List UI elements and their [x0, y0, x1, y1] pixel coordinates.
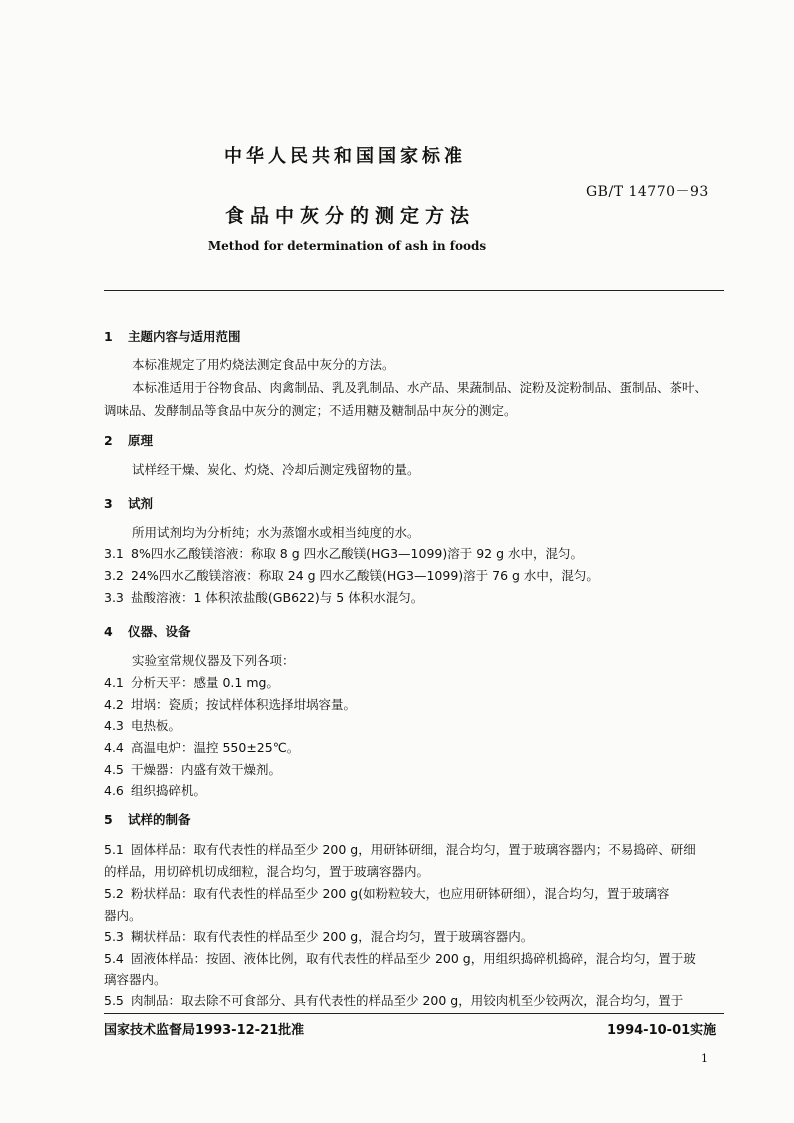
item-number: 5.2 — [104, 886, 124, 901]
section-number: 2 — [104, 433, 113, 448]
document-title: 食品中灰分的测定方法 — [224, 205, 475, 227]
section-number: 1 — [104, 329, 113, 344]
section-4-paragraph: 实验室常规仪器及下列各项： — [132, 653, 295, 668]
section-5-heading — [104, 810, 191, 828]
item-number: 3.1 — [104, 546, 124, 561]
section-title: 试剂 — [128, 496, 154, 511]
list-item — [104, 673, 279, 691]
item-number: 4.4 — [104, 740, 124, 755]
list-item — [104, 760, 281, 778]
section-1-paragraph-2: 本标准适用于谷物食品、肉禽制品、乳及乳制品、水产品、果蔬制品、淀粉及淀粉制品、蛋制品、茶叶、 — [132, 380, 708, 395]
item-text: 肉制品：取去除不可食部分、具有代表性的样品至少 200 g，用铰肉机至少铰两次，混合均匀，置于 — [131, 993, 684, 1008]
section-number: 5 — [104, 812, 113, 827]
section-1-paragraph-2-cont: 调味品、发酵制品等食品中灰分的测定；不适用糖及糖制品中灰分的测定。 — [104, 403, 517, 418]
list-item — [104, 695, 356, 713]
list-item — [104, 738, 299, 756]
item-number: 5.3 — [104, 929, 124, 944]
header-divider — [104, 290, 724, 291]
list-item — [104, 927, 533, 945]
item-number: 4.5 — [104, 762, 124, 777]
item-number: 4.6 — [104, 783, 124, 798]
item-text: 固体样品：取有代表性的样品至少 200 g，用研钵研细，混合均匀，置于玻璃容器内；不易捣碎、研细 — [131, 842, 696, 857]
item-number: 3.3 — [104, 590, 124, 605]
item-number: 4.1 — [104, 675, 124, 690]
page-number: 1 — [701, 1052, 708, 1065]
item-text: 糊状样品：取有代表性的样品至少 200 g，混合均匀，置于玻璃容器内。 — [131, 929, 534, 944]
list-item — [104, 544, 583, 562]
list-item-continuation: 器内。 — [104, 908, 142, 923]
item-text: 粉状样品：取有代表性的样品至少 200 g(如粉粒较大，也应用研钵研细），混合均匀，置于玻璃容 — [131, 886, 670, 901]
list-item-continuation: 的样品，用切碎机切成细粒，混合均匀，置于玻璃容器内。 — [104, 864, 430, 879]
item-text: 8%四水乙酸镁溶液：称取 8 g 四水乙酸镁(HG3—1099)溶于 92 g 水中，混匀。 — [131, 546, 584, 561]
item-number: 4.2 — [104, 697, 124, 712]
document-title-english: Method for determination of ash in foods — [207, 239, 487, 253]
approval-date: 国家技术监督局1993-12-21批准 — [104, 1023, 305, 1038]
list-item — [104, 566, 599, 584]
section-title: 仪器、设备 — [128, 624, 191, 639]
item-text: 盐酸溶液：1 体积浓盐酸(GB622)与 5 体积水混匀。 — [131, 590, 424, 605]
list-item — [104, 949, 696, 967]
section-title: 主题内容与适用范围 — [128, 329, 241, 344]
item-number: 5.1 — [104, 842, 124, 857]
section-2-paragraph: 试样经干燥、炭化、灼烧、冷却后测定残留物的量。 — [132, 462, 420, 477]
issuing-body-title: 中华人民共和国国家标准 — [224, 146, 466, 167]
list-item — [104, 840, 696, 858]
list-item — [104, 588, 423, 606]
section-4-heading — [104, 622, 191, 640]
section-2-heading — [104, 431, 153, 449]
section-number: 4 — [104, 624, 113, 639]
item-number: 5.4 — [104, 951, 124, 966]
section-3-paragraph: 所用试剂均为分析纯；水为蒸馏水或相当纯度的水。 — [132, 525, 420, 540]
list-item-continuation: 璃容器内。 — [104, 972, 167, 987]
item-text: 干燥器：内盛有效干燥剂。 — [131, 762, 282, 777]
section-3-heading — [104, 494, 153, 512]
item-number: 3.2 — [104, 568, 124, 583]
item-number: 4.3 — [104, 718, 124, 733]
item-text: 组织捣碎机。 — [131, 783, 207, 798]
item-text: 24%四水乙酸镁溶液：称取 24 g 四水乙酸镁(HG3—1099)溶于 76 g 水中，混匀。 — [131, 568, 599, 583]
section-number: 3 — [104, 496, 113, 511]
implementation-date: 1994-10-01实施 — [607, 1023, 717, 1038]
list-item — [104, 716, 181, 734]
item-text: 电热板。 — [131, 718, 182, 733]
item-text: 坩埚：瓷质；按试样体积选择坩埚容量。 — [131, 697, 357, 712]
item-number: 5.5 — [104, 993, 124, 1008]
item-text: 固液体样品：按固、液体比例，取有代表性的样品至少 200 g，用组织捣碎机捣碎，混合均匀，置于玻 — [131, 951, 696, 966]
item-text: 高温电炉：温控 550±25℃。 — [131, 740, 300, 755]
footer-divider — [104, 1013, 724, 1014]
section-1-heading — [104, 327, 241, 345]
section-title: 原理 — [128, 433, 154, 448]
section-title: 试样的制备 — [128, 812, 191, 827]
item-text: 分析天平：感量 0.1 mg。 — [131, 675, 279, 690]
section-1-paragraph-1: 本标准规定了用灼烧法测定食品中灰分的方法。 — [132, 357, 395, 372]
list-item — [104, 884, 669, 902]
list-item — [104, 781, 206, 799]
standard-number: GB/T 14770－93 — [586, 184, 709, 200]
list-item — [104, 991, 683, 1009]
